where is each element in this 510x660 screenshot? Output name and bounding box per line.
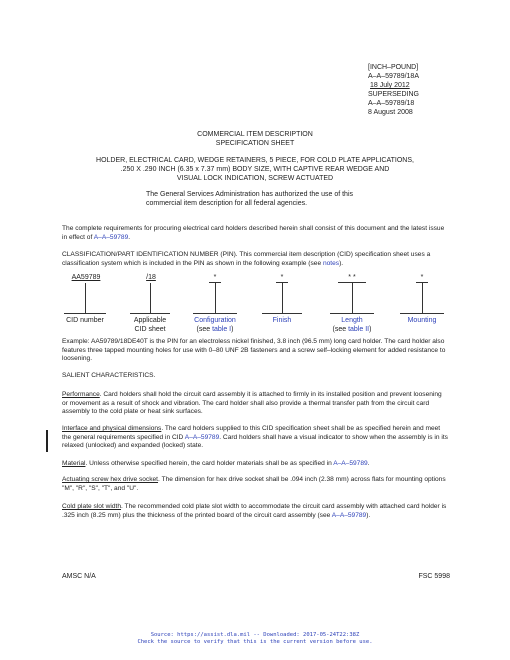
interface-paragraph (62, 425, 448, 451)
authorization-line-2: commercial item description for all federal agencies. (146, 200, 308, 207)
pin-diagram (0, 270, 510, 340)
doc-class-line: [INCH–POUND] (368, 64, 419, 71)
pin-foot-length (330, 313, 374, 314)
salient-heading: SALIENT CHARACTERISTICS. (62, 372, 156, 379)
table-i-link[interactable]: table I (212, 326, 232, 333)
actuating-heading: Actuating screw hex drive socket (62, 476, 159, 483)
coldplate-end: ). (366, 511, 371, 519)
pin-foot-mounting (400, 313, 444, 314)
requirements-end: . (128, 233, 131, 241)
pin-foot-cid (64, 313, 106, 314)
pin-label-sheet (120, 316, 180, 334)
pin-stem-mounting (422, 283, 423, 313)
pin-label-mounting (392, 316, 452, 325)
pin-code-length: * * (348, 274, 356, 281)
material-paragraph (62, 460, 448, 469)
pin-label-mounting-text: Mounting (407, 317, 437, 324)
pin-label-length-pre: (see (332, 326, 349, 333)
fsc-footer: FSC 5998 (418, 573, 450, 580)
pin-label-length (317, 316, 387, 334)
pin-code-sheet: /18 (146, 274, 156, 281)
pin-label-finish-text: Finish (272, 317, 292, 324)
pin-code-configuration: * (213, 274, 217, 281)
change-bar (46, 430, 48, 452)
verify-line: Check the source to verify that this is the current version before use. (137, 639, 373, 645)
interface-text-2: . Card holders shall have a visual indicator to show when the assembly is in its relaxed (unlocked) and expanded (locked) state. (62, 433, 448, 450)
interface-heading: Interface and physical dimensions (62, 425, 162, 432)
authorization-statement (146, 190, 446, 208)
pin-stem-cid (85, 283, 86, 313)
coldplate-link[interactable]: A–A–59789 (331, 511, 367, 519)
pin-label-cid-text: CID number (66, 317, 104, 324)
title-line-1: COMMERCIAL ITEM DESCRIPTION (197, 131, 313, 138)
classification-end: ). (339, 259, 344, 267)
document-title (0, 130, 510, 148)
pin-stem-finish (282, 283, 283, 313)
subject-line-3: VISUAL LOCK INDICATION, SCREW ACTUATED (176, 175, 334, 182)
pin-label-length-post: ) (369, 326, 372, 333)
superseded-date-line: 8 August 2008 (368, 109, 413, 116)
document-id-block (368, 63, 478, 117)
material-end: . (367, 460, 370, 467)
requirements-paragraph (62, 225, 448, 242)
performance-heading: Performance (62, 391, 100, 398)
coldplate-heading: Cold plate slot width (62, 503, 122, 510)
pin-stem-sheet (150, 283, 151, 313)
material-link[interactable]: A–A–59789 (333, 460, 368, 467)
example-paragraph: Example: AA59789/18DE40T is the PIN for an electroless nickel finished, 3.8 inch (96.5 mm) long card holder. The card holder also features three tapped mounting holes for use with 0–80 UNF 2B fasteners and a screw self–locking element for added resistance to loosening. (62, 338, 446, 363)
pin-foot-finish (262, 313, 302, 314)
pin-stem-configuration (215, 283, 216, 313)
table-ii-link[interactable]: table II (348, 326, 370, 333)
amsc-footer: AMSC N/A (62, 573, 96, 580)
pin-label-configuration (180, 316, 250, 334)
pin-label-cid (55, 316, 115, 325)
pin-label-configuration-line1: Configuration (194, 317, 236, 324)
doc-number-line: A–A–59789/18A (368, 73, 419, 80)
pin-foot-sheet (130, 313, 170, 314)
pin-label-length-line1: Length (341, 317, 363, 324)
title-line-2: SPECIFICATION SHEET (215, 140, 295, 147)
requirements-text: The complete requirements for procuring electrical card holders described herein shall consist of this document and the latest issue in effect of (62, 225, 445, 241)
performance-paragraph (62, 391, 448, 417)
pin-code-finish: * (280, 274, 284, 281)
doc-date-line: 18 July 2012 (370, 82, 410, 89)
pin-code-cid: AA59789 (71, 274, 101, 281)
interface-link[interactable]: A–A–59789 (184, 433, 220, 441)
material-heading: Material (62, 460, 86, 467)
performance-text: . Card holders shall hold the circuit card assembly it is attached to firmly in its installed position and prevent loosening or movement as a result of shock and vibration. The card holder shall also provide a thermal transfer path from the circuit card assembly to the cold plate or heat sink surfaces. (62, 391, 442, 416)
superseded-number-line: A–A–59789/18 (368, 100, 415, 107)
coldplate-paragraph (62, 503, 448, 520)
pin-code-mounting: * (420, 274, 424, 281)
pin-stem-length (352, 283, 353, 313)
notes-link[interactable]: notes (322, 259, 340, 267)
actuating-text: . The dimension for hex drive socket shall be .094 inch (2.38 mm) across flats for mounting options "M", "R", "S", "T", and "U". (62, 476, 446, 492)
subject-line-2: .250 X .290 INCH (6.35 x 7.37 mm) BODY SIZE, WITH CAPTIVE REAR WEDGE AND (120, 166, 390, 173)
coldplate-text: . The recommended cold plate slot width to accommodate the circuit card assembly with attached card holder is .325 inch (8.25 mm) plus the thickness of the printed board of the circuit card assembly (see (62, 503, 447, 519)
material-text: . Unless otherwise specified herein, the card holder materials shall be as specified in (85, 460, 334, 467)
pin-label-configuration-pre: (see (196, 326, 213, 333)
superseding-line: SUPERSEDING (368, 91, 419, 98)
subject-line-1: HOLDER, ELECTRICAL CARD, WEDGE RETAINERS, 5 PIECE, FOR COLD PLATE APPLICATIONS, (96, 157, 414, 164)
item-subject (0, 156, 510, 183)
pin-label-sheet-line2: CID sheet (134, 326, 166, 333)
requirements-link[interactable]: A–A–59789 (93, 233, 129, 241)
pin-foot-configuration (193, 313, 237, 314)
classification-paragraph (62, 251, 448, 268)
authorization-line-1: The General Services Administration has authorized the use of this (146, 191, 353, 198)
pin-label-finish (252, 316, 312, 325)
pin-label-configuration-post: ) (231, 326, 234, 333)
pin-label-sheet-line1: Applicable (133, 317, 167, 324)
actuating-paragraph (62, 476, 448, 493)
source-line: Source: https://assist.dla.mil -- Downloaded: 2017-05-24T22:38Z (150, 632, 360, 638)
classification-text: CLASSIFICATION/PART IDENTIFICATION NUMBER (PIN). This commercial item description (CID) specification sheet uses a classification system which is included in the PIN as shown in the following example (see (62, 251, 431, 267)
interface-text: . The card holders supplied to this CID specification sheet shall be as specified herein and meet the general requirements specified in CID (62, 425, 441, 441)
